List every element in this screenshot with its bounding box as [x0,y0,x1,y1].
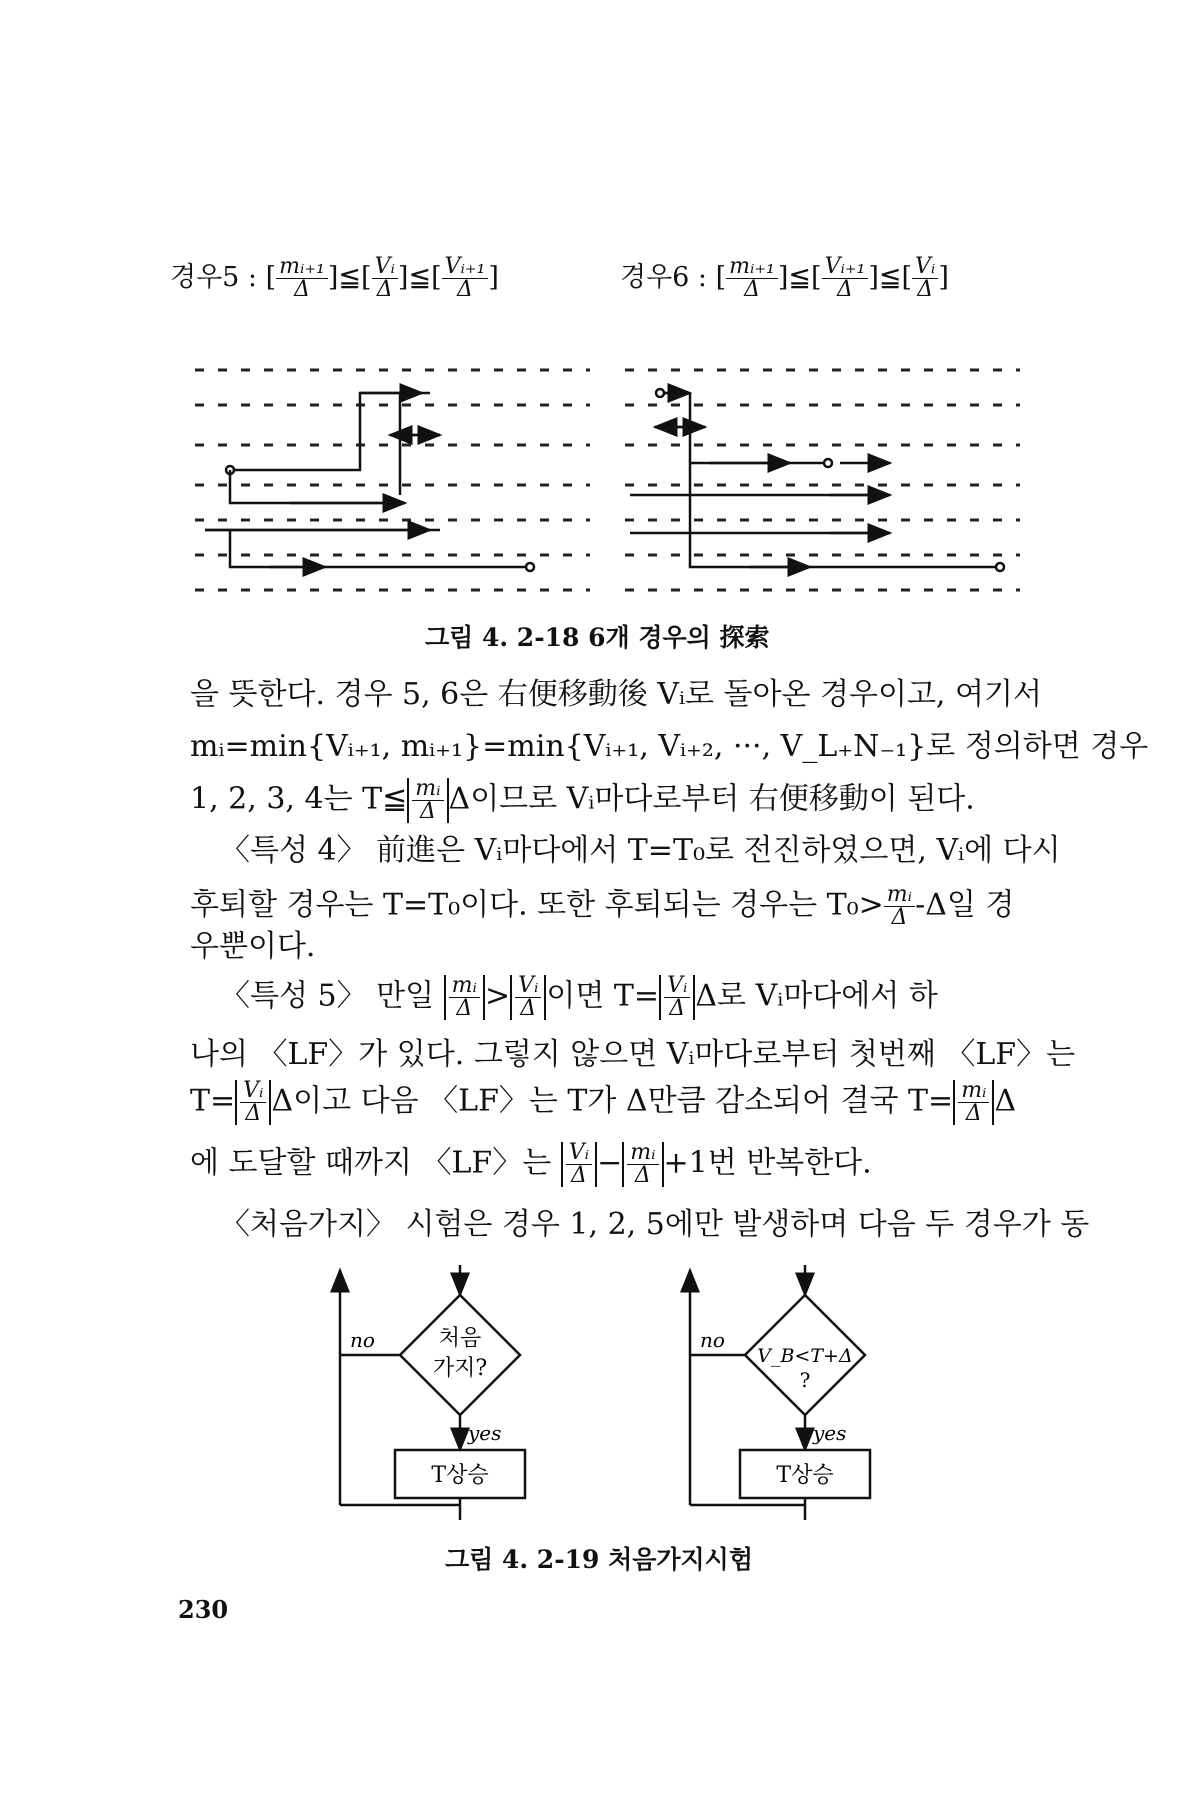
property-5-line-4: 에 도달할 때까지 〈LF〉는 $\frac{\text{Vᵢ}}{\Delta}$ − $\frac{\text{mᵢ}}{\Delta}$ +1번 반복한다. [190,1140,872,1188]
property-4-line-1: 〈특성 4〉 前進은 Vᵢ마다에서 T=T₀로 전진하였으면, Vᵢ에 다시 [220,833,1061,868]
left-no-label: no [350,1328,375,1352]
right-yes-label: yes [813,1421,847,1445]
left-yes-label: yes [468,1421,502,1445]
property-5-line-1: 〈특성 5〉 만일 $\frac{\text{mᵢ}}{\Delta}$ > $\frac{\text{Vᵢ}}{\Delta}$ 이면 T= $\frac{\text{Vᵢ}}{\Delta}$ Δ로 Vᵢ마다에서 하 [220,973,938,1021]
page-number: 230 [178,1595,229,1624]
right-no-label: no [700,1328,725,1352]
case-5-path [205,393,534,571]
figure-4-2-18-caption: 그림 4. 2-18 6개 경우의 探索 [425,623,770,652]
property-4-line-2: 후퇴할 경우는 T=T₀이다. 또한 후퇴되는 경우는 T₀> $\frac{\text{mᵢ}}{\Delta}$ -Δ일 경 [190,882,1015,930]
first-branch-line-1: 〈처음가지〉 시험은 경우 1, 2, 5에만 발생하며 다음 두 경우가 동 [220,1207,1090,1242]
grid-dashed-rows [195,370,1020,590]
paragraph-1-line-3: 1, 2, 3, 4는 T≦ $\frac{\text{mᵢ}}{\Delta}$ Δ이므로 Vᵢ마다로부터 右便移動이 된다. [190,776,975,824]
case-6-header: 경우6 : [ $\frac{\text{mᵢ₊₁}}{\Delta}$ ]≦[ $\frac{\text{Vᵢ₊₁}}{\Delta}$ ]≦[ $\frac{\text{Vᵢ}}{\Delta}$ ] [620,254,949,302]
figure-4-2-19-caption: 그림 4. 2-19 처음가지시험 [445,1545,753,1574]
right-decision-line-1: V_B<T+Δ [757,1345,853,1367]
case-6-path [630,389,1004,571]
left-decision-line-1: 처음 [438,1326,482,1351]
paragraph-1-line-2: mᵢ=min{Vᵢ₊₁, mᵢ₊₁}=min{Vᵢ₊₁, Vᵢ₊₂, ···, V_L₊N₋₁}로 정의하면 경우 [190,729,1149,764]
case-5-header: 경우5 : [ $\frac{\text{mᵢ₊₁}}{\Delta}$ ]≦[ $\frac{\text{Vᵢ}}{\Delta}$ ]≦[ $\frac{\text{Vᵢ₊₁}}{\Delta}$ ] [170,254,499,302]
property-4-line-3: 우뿐이다. [190,929,316,964]
property-5-line-2: 나의 〈LF〉가 있다. 그렇지 않으면 Vᵢ마다로부터 첫번째 〈LF〉는 [190,1037,1076,1072]
property-5-line-3: T= $\frac{\text{Vᵢ}}{\Delta}$ Δ이고 다음 〈LF〉는 T가 Δ만큼 감소되어 결국 T= $\frac{\text{mᵢ}}{\Delta}$ Δ [190,1078,1017,1126]
case-6-label: 경우6 : [620,262,708,293]
right-action-label: T상승 [776,1463,834,1488]
first-branch-flowcharts [320,1265,890,1525]
paragraph-1-line-1: 을 뜻한다. 경우 5, 6은 右便移動後 Vᵢ로 돌아온 경우이고, 여기서 [190,677,1042,712]
search-diagram-figure [190,355,1030,595]
left-decision-line-2: 가지? [432,1356,488,1381]
right-decision-line-2: ? [799,1368,811,1392]
case-5-label: 경우5 : [170,262,258,293]
left-action-label: T상승 [431,1463,489,1488]
